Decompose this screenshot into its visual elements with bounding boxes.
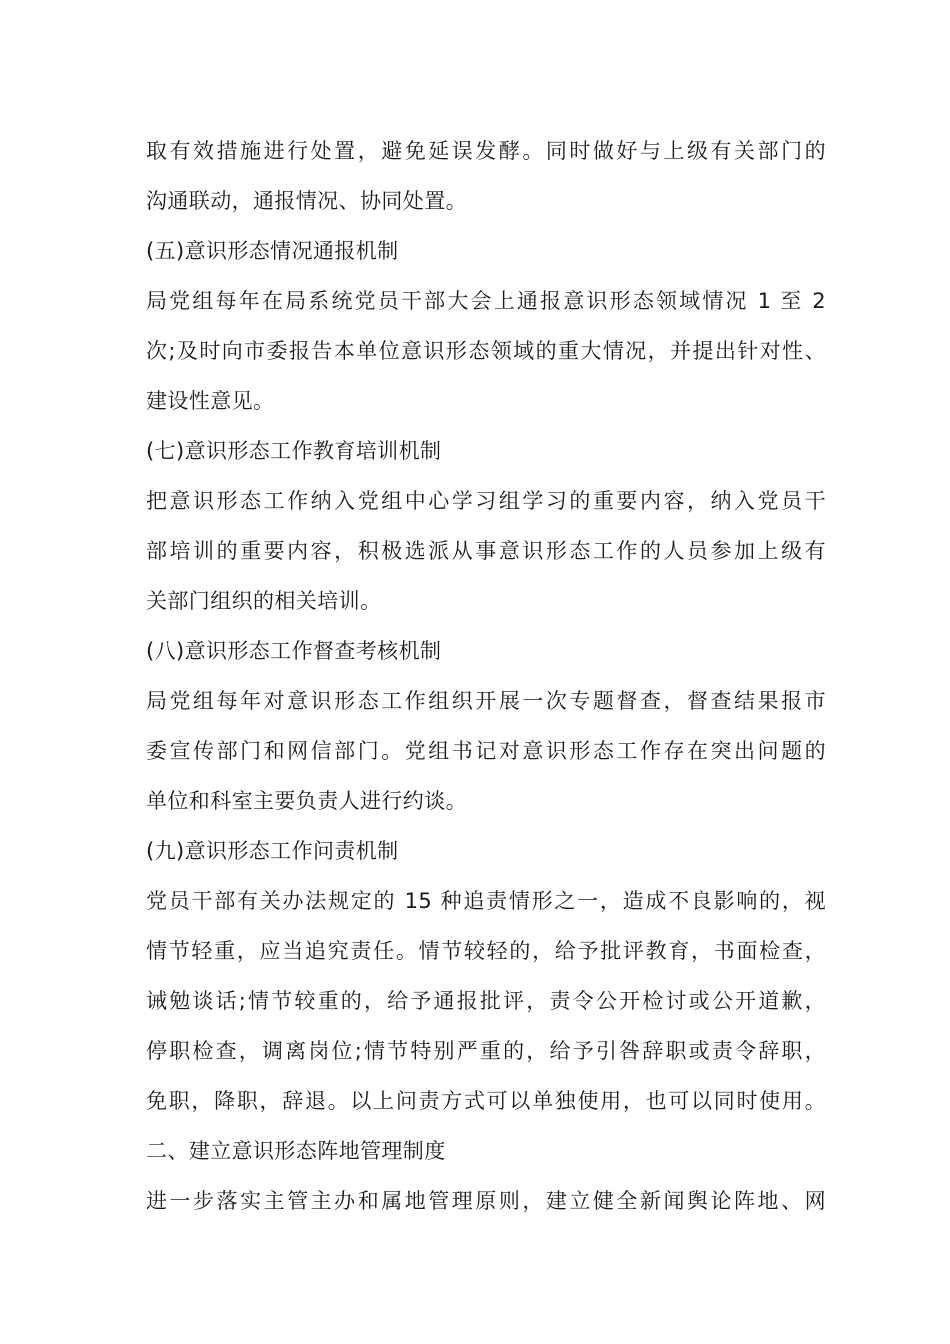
text-line: 党员干部有关办法规定的 15 种追责情形之一，造成不良影响的，视	[146, 889, 826, 913]
text-line: 取有效措施进行处置，避免延误发酵。同时做好与上级有关部门的	[146, 139, 826, 163]
text-line: 沟通联动，通报情况、协同处置。	[146, 189, 467, 213]
document-body	[146, 132, 826, 1232]
section-heading: (八)意识形态工作督查考核机制	[146, 639, 442, 663]
section-heading: (七)意识形态工作教育培训机制	[146, 439, 442, 463]
text-line: 免职，降职，辞退。以上问责方式可以单独使用，也可以同时使用。	[146, 1089, 826, 1113]
text-line: 关部门组织的相关培训。	[146, 589, 382, 613]
text-line: 次;及时向市委报告本单位意识形态领域的重大情况，并提出针对性、	[146, 339, 826, 363]
text-line: 情节轻重，应当追究责任。情节较轻的，给予批评教育，书面检查，	[146, 939, 826, 963]
text-line: 把意识形态工作纳入党组中心学习组学习的重要内容，纳入党员干	[146, 489, 826, 513]
text-line: 进一步落实主管主办和属地管理原则，建立健全新闻舆论阵地、网	[146, 1189, 826, 1213]
text-line: 停职检查，调离岗位;情节特别严重的，给予引咎辞职或责令辞职，	[146, 1039, 826, 1063]
text-line: 部培训的重要内容，积极选派从事意识形态工作的人员参加上级有	[146, 539, 826, 563]
section-heading: (九)意识形态工作问责机制	[146, 839, 399, 863]
text-line: 建设性意见。	[146, 389, 275, 413]
text-line: 委宣传部门和网信部门。党组书记对意识形态工作存在突出问题的	[146, 739, 826, 763]
text-line: 单位和科室主要负责人进行约谈。	[146, 789, 467, 813]
text-line: 局党组每年在局系统党员干部大会上通报意识形态领域情况 1 至 2	[146, 289, 826, 313]
text-line: 诫勉谈话;情节较重的，给予通报批评，责令公开检讨或公开道歉，	[146, 989, 826, 1013]
section-heading: 二、建立意识形态阵地管理制度	[146, 1139, 446, 1163]
text-line: 局党组每年对意识形态工作组织开展一次专题督查，督查结果报市	[146, 689, 826, 713]
section-heading: (五)意识形态情况通报机制	[146, 239, 399, 263]
